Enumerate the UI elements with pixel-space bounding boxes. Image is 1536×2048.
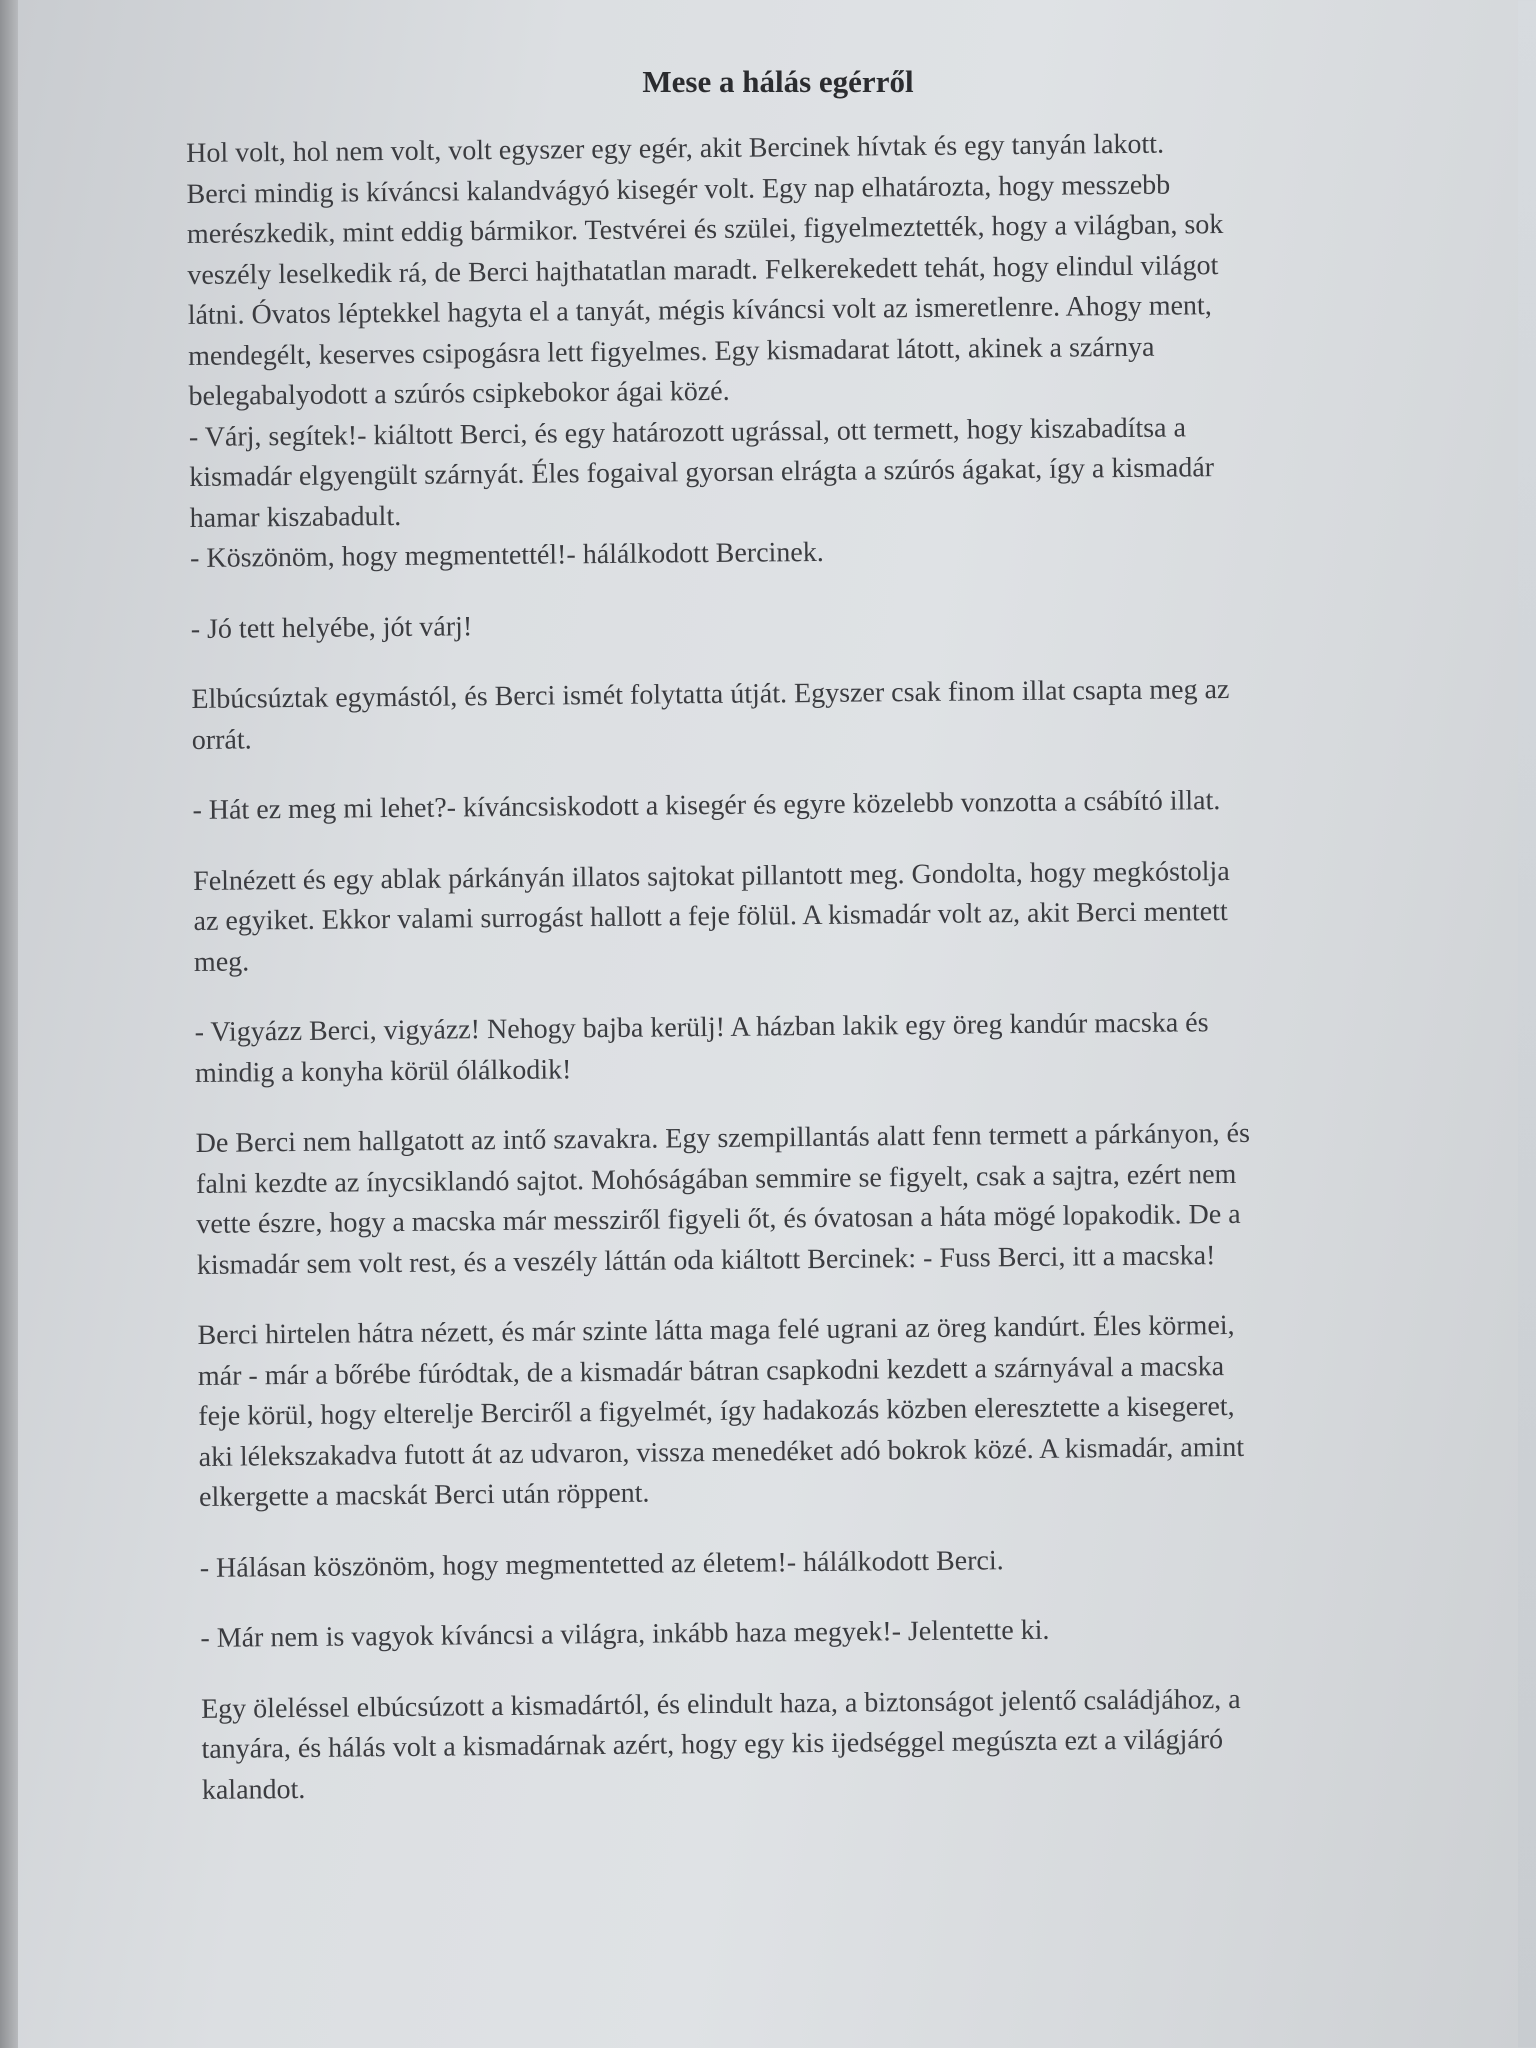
text-line: - Hát ez meg mi lehet?- kíváncsiskodott a kisegér és egyre közelebb vonzotta a csábító illat.: [192, 785, 1221, 826]
text-line: Berci mindig is kíváncsi kalandvágyó kisegér volt. Egy nap elhatározta, hogy messzebb: [186, 169, 1171, 210]
text-line: De Berci nem hallgatott az intő szavakra. Egy szempillantás alatt fenn termett a párkányon, és: [195, 1117, 1251, 1159]
text-line: - Vigyázz Berci, vigyázz! Nehogy bajba kerülj! A házban lakik egy öreg kandúr macska és: [194, 1007, 1209, 1048]
text-line: - Várj, segítek!- kiáltott Berci, és egy határozott ugrással, ott termett, hogy kiszabadítsa a: [188, 411, 1187, 453]
story-body: [186, 122, 1442, 1811]
story-title: Mese a hálás egérről: [642, 64, 914, 99]
text-line: mindig a konyha körül ólálkodik!: [194, 1053, 572, 1089]
text-line: látni. Óvatos léptekkel hagyta el a tanyát, mégis kíváncsi volt az ismeretlenre. Ahogy ment,: [187, 290, 1212, 331]
text-line: - Hálásan köszönöm, hogy megmentetted az életem!- hálálkodott Berci.: [199, 1544, 1004, 1584]
text-line: mendegélt, keserves csipogásra lett figyelmes. Egy kismadarat látott, akinek a szárnya: [187, 331, 1155, 372]
text-line: Hol volt, hol nem volt, volt egyszer egy egér, akit Bercinek hívtak és egy tanyán lakott.: [186, 128, 1165, 169]
text-line: meg.: [193, 945, 250, 978]
text-line: már - már a bőrébe fúródtak, de a kismadár bátran csapkodni kezdett a szárnyával a macska: [197, 1350, 1225, 1392]
text-line: feje körül, hogy elterelje Berciről a figyelmét, így hadakozás közben eleresztette a kisegeret,: [198, 1390, 1235, 1432]
text-line: Berci hirtelen hátra nézett, és már szinte látta maga felé ugrani az öreg kandúrt. Éles körmei,: [197, 1309, 1235, 1351]
text-line: veszély leselkedik rá, de Berci hajthatatlan maradt. Felkerekedett tehát, hogy elindul világot: [187, 249, 1219, 291]
text-line: - Már nem is vagyok kíváncsi a világra, inkább haza megyek!- Jelentette ki.: [200, 1614, 1050, 1654]
text-line: hamar kiszabadult.: [189, 500, 402, 534]
text-line: merészkedik, mint eddig bármikor. Testvérei és szülei, figyelmeztették, hogy a világban, sok: [186, 209, 1224, 250]
text-line: falni kezdte az ínycsiklandó sajtot. Mohóságában semmire se figyelt, csak a sajtra, ezért nem: [195, 1158, 1237, 1200]
text-line: aki lélekszakadva futott át az udvaron, vissza menedéket adó bokrok közé. A kismadár, amint: [198, 1431, 1245, 1473]
text-line: tanyára, és hálás volt a kismadárnak azért, hogy egy kis ijedséggel megúszta ezt a világjáró: [201, 1724, 1224, 1765]
text-line: orrát.: [191, 723, 252, 756]
text-line: vette észre, hogy a macska már messziről figyeli őt, és óvatosan a háta mögé lopakodik. De a: [196, 1198, 1241, 1240]
page-edge-shadow: [0, 0, 18, 2048]
text-line: kismadár elgyengült szárnyát. Éles fogaival gyorsan elrágta a szúrós ágakat, így a kismadár: [189, 452, 1215, 493]
text-line: Felnézett és egy ablak párkányán illatos sajtokat pillantott meg. Gondolta, hogy megkóstolja: [193, 855, 1230, 897]
text-line: Elbúcsúztak egymástól, és Berci ismét folytatta útját. Egyszer csak finom illat csapta meg az: [191, 674, 1230, 715]
text-line: kalandot.: [201, 1773, 306, 1806]
text-line: elkergette a macskát Berci után röppent.: [198, 1477, 650, 1513]
text-line: - Köszönöm, hogy megmentettél!- hálálkodott Bercinek.: [189, 536, 824, 574]
text-line: kismadár sem volt rest, és a veszély láttán oda kiáltott Bercinek: - Fuss Berci, itt a macska!: [196, 1239, 1216, 1281]
text-line: Egy öleléssel elbúcsúzott a kismadártól, és elindult haza, a biztonságot jelentő családjához, a: [200, 1683, 1241, 1725]
text-line: az egyiket. Ekkor valami surrogást hallott a feje fölül. A kismadár volt az, akit Berci mentett: [193, 896, 1228, 937]
text-line: - Jó tett helyébe, jót várj!: [190, 610, 473, 645]
text-line: belegabalyodott a szúrós csipkebokor ágai közé.: [188, 375, 730, 412]
